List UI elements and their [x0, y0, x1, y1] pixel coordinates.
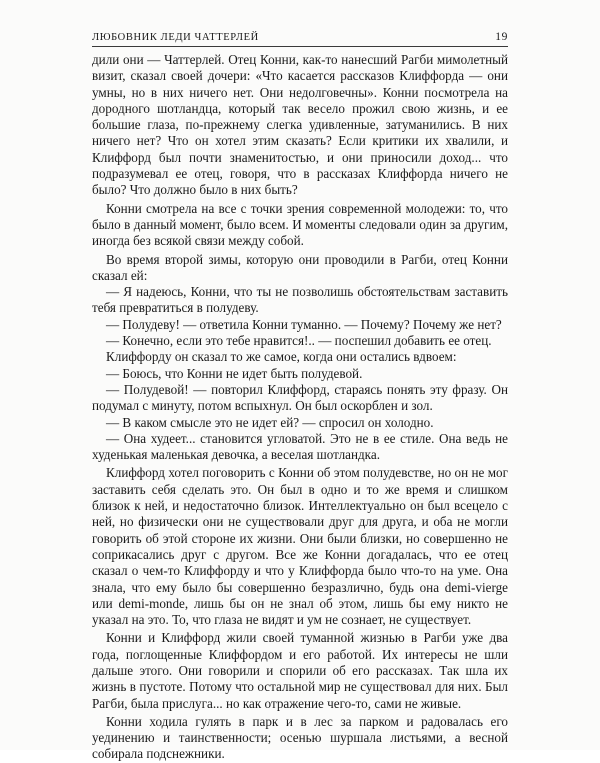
paragraph: Во время второй зимы, которую они проводили в Рагби, отец Конни сказал ей:: [92, 251, 508, 283]
dialogue-line: — Я надеюсь, Конни, что ты не позволишь обстоятельствам заставить тебя превратиться в полудеву.: [92, 284, 508, 316]
paragraph: Конни и Клиффорд жили своей туманной жизнью в Рагби уже два года, поглощенные Клиффордом и его работой. Их интересы не шли дальше этого. Они говорили и спорили об его рассказах. Так шла их жизнь в пустоте. Потому что остальной мир не существовал для них. Был Рагби, была прислуга... но как отражение чего-то, сами не живые.: [92, 630, 508, 711]
body-text: [92, 52, 508, 763]
dialogue-line: — Конечно, если это тебе нравится!.. — поспешил добавить ее отец.: [106, 333, 492, 349]
book-title: ЛЮБОВНИК ЛЕДИ ЧАТТЕРЛЕЙ: [92, 32, 259, 43]
page-number: 19: [495, 31, 508, 43]
dialogue-line: — Она худеет... становится угловатой. Это не в ее стиле. Она ведь не худенькая маленькая девочка, а веселая шотландка.: [92, 430, 508, 463]
paragraph: Клиффорду он сказал то же самое, когда они остались вдвоем:: [106, 349, 457, 365]
dialogue-line: — В каком смысле это не идет ей? — спросил он холодно.: [106, 414, 434, 430]
running-header: [92, 28, 508, 47]
paragraph: дили они — Чаттерлей. Отец Конни, как-то нанесший Рагби мимолетный визит, сказал своей дочери: «Что касается рассказов Клиффорда — они умны, но в них ничего нет. Они недолговечны». Конни посмотрела на дородного шотландца, который так весело прожил свою жизнь, и ее большие глаза, по-прежнему слегка удивленные, затуманились. В них ничего нет? Что он хотел этим сказать? Если критики их хвалили, и Клиффорд был почти знаменитостью, и они приносили доход... что подразумевал ее отец, говоря, что в рассказах Клиффорда ничего не было? Что должно было в них быть?: [92, 52, 508, 198]
paragraph: Конни смотрела на все с точки зрения современной молодежи: то, что было в данный момент, было всем. И моменты следовали один за другим, иногда без всякой связи между собой.: [92, 200, 508, 249]
paragraph: Конни ходила гулять в парк и в лес за парком и радовалась его уединению и таинственности; осенью шуршала листьями, а весной собирала подснежники.: [92, 713, 508, 762]
dialogue-line: — Боюсь, что Конни не идет быть полудевой.: [106, 365, 363, 381]
dialogue-line: — Полудеву! — ответила Конни туманно. — Почему? Почему же нет?: [106, 316, 502, 332]
paragraph: Клиффорд хотел поговорить с Конни об этом полудевстве, но он не мог заставить себя сделать это. Он был в одно и то же время и слишком близок к ней, и недостаточно близок. Интеллектуально он был всецело с ней, но физически они не существовали друг для друга, и оба не могли говорить об этой стороне их жизни. Они были близки, но совершенно не соприкасались друг с другом. Все же Конни догадалась, что ее отец сказал о чем-то Клиффорду и что у Клиффорда было что-то на уме. Она знала, что ему было бы совершенно безразлично, будь она demi-vierge или demi-monde, лишь бы он не знал об этом, лишь бы ему никто не указал на это. То, что глаза не видят и ум не сознает, не существует.: [92, 465, 508, 628]
dialogue-line: — Полудевой! — повторил Клиффорд, стараясь понять эту фразу. Он подумал с минуту, потом вспыхнул. Он был оскорблен и зол.: [92, 381, 508, 414]
